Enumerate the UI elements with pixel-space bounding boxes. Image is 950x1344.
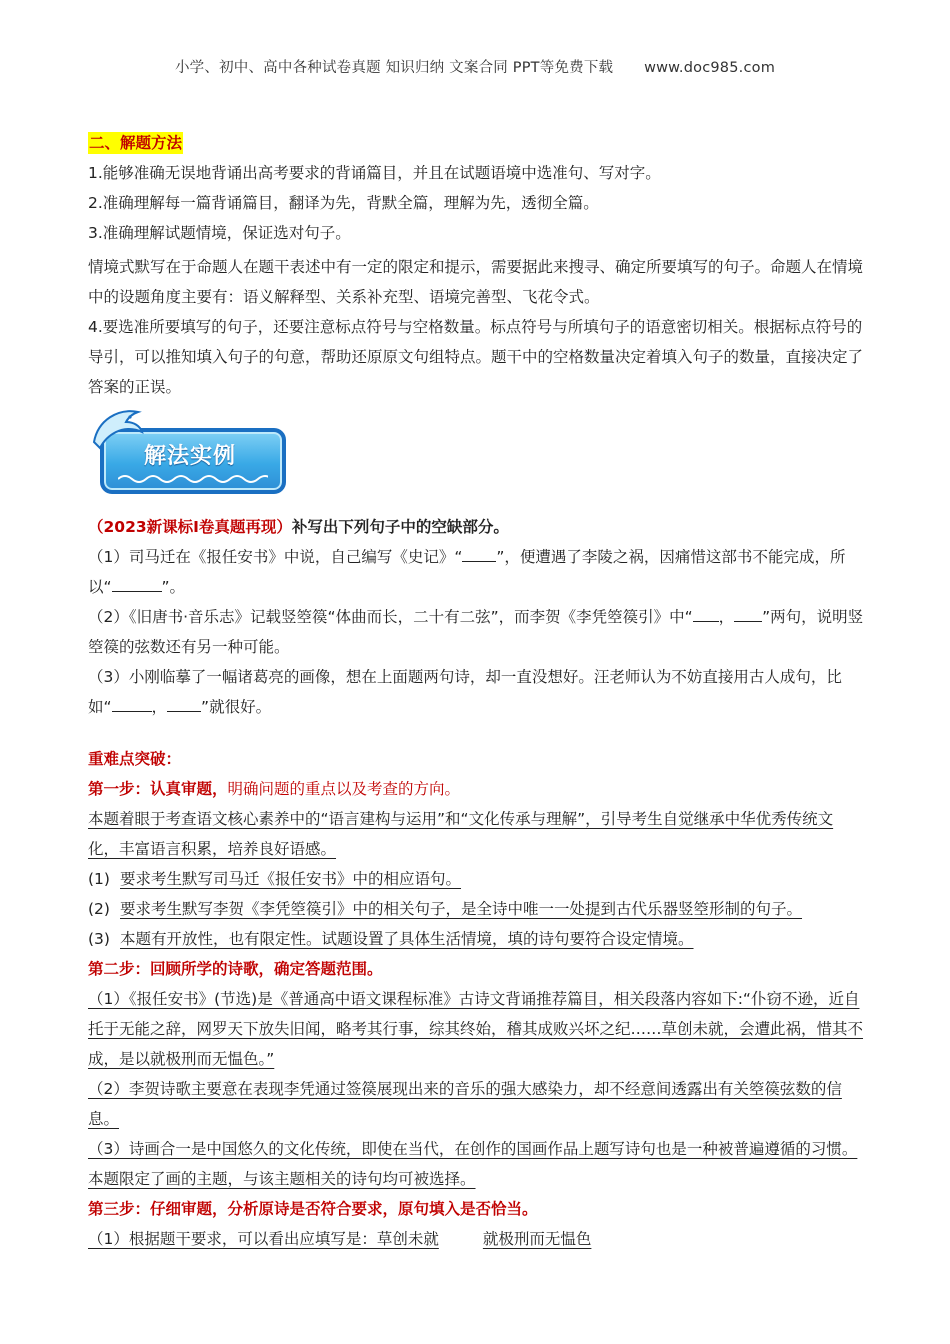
q3-text-a: （3）小刚临摹了一幅诸葛亮的画像，想在上面题两句诗，却一直没想好。汪老师认为不妨直接用古人成句，比如“: [88, 668, 842, 716]
step1-title: 第一步：认真审题，: [88, 780, 228, 798]
step1-intro: 本题着眼于考查语文核心素养中的“语言建构与运用”和“文化传承与理解”，引导考生自觉继承中华优秀传统文化，丰富语言积累，培养良好语感。: [88, 810, 834, 858]
step2-title: 第二步：回顾所学的诗歌，确定答题范围。: [88, 960, 383, 978]
q2-text-a: （2）《旧唐书·音乐志》记载竖箜篌“体曲而长，二十有二弦”，而李贺《李凭箜篌引》中“: [88, 608, 693, 626]
page-header: [0, 56, 950, 77]
main-content: [88, 128, 864, 1254]
wave-icon: [118, 472, 268, 486]
step1-rest: 明确问题的重点以及考查的方向。: [227, 780, 461, 798]
step1-item-2: [88, 894, 864, 924]
step1-item-3: [88, 924, 864, 954]
method-item-4: 4.要选准所要填写的句子，还要注意标点符号与空格数量。标点符号与所填句子的语意密切相关。根据标点符号的导引，可以推知填入句子的句意，帮助还原原文句组特点。题干中的空格数量决定着填入句子的数量，直接决定了答案的正误。: [88, 318, 864, 396]
method-item-1: 1.能够准确无误地背诵出高考要求的背诵篇目，并且在试题语境中选准句、写对字。: [88, 164, 661, 182]
step1-item-2-text: 要求考生默写李贺《李凭箜篌引》中的相关句子，是全诗中唯一一处提到古代乐器竖箜形制的句子。: [120, 900, 803, 918]
q3-sep: ，: [151, 698, 168, 716]
dolphin-icon: [88, 402, 148, 458]
step3-answer-b: 就极刑而无愠色: [482, 1230, 592, 1248]
q3-blank-2: [167, 693, 201, 712]
step1-item-3-num: (3): [88, 930, 110, 948]
step2-item-2: （2）李贺诗歌主要意在表现李凭通过签篌展现出来的音乐的强大感染力，却不经意间透露出有关箜篌弦数的信息。: [88, 1080, 842, 1128]
step1-item-2-num: (2): [88, 900, 110, 918]
method-note: 情境式默写在于命题人在题干表述中有一定的限定和提示，需要据此来搜寻、确定所要填写的句子。命题人在情境中的设题角度主要有：语义解释型、关系补充型、语境完善型、飞花令式。: [88, 258, 864, 306]
section-title: 二、解题方法: [89, 134, 183, 152]
q3-text-b: ”就很好。: [201, 698, 272, 716]
step1-item-1-num: (1): [88, 870, 110, 888]
q1-blank-1: [462, 543, 496, 562]
question-3: [88, 662, 864, 722]
method-item-3: 3.准确理解试题情境，保证选对句子。: [88, 224, 351, 242]
breakthrough-title: 重难点突破：: [88, 750, 182, 768]
step1-item-1-text: 要求考生默写司马迁《报任安书》中的相应语句。: [120, 870, 462, 888]
step3-answer-a: （1）根据题干要求，可以看出应填写是：草创未就: [88, 1230, 439, 1248]
method-item-2: 2.准确理解每一篇背诵篇目，翻译为先，背默全篇，理解为先，透彻全篇。: [88, 194, 599, 212]
q1-text-c: ”。: [161, 578, 186, 596]
question-1: [88, 542, 864, 602]
q2-blank-2: [734, 603, 762, 622]
example-instruction: 补写出下列句子中的空缺部分。: [291, 518, 509, 536]
step3-item-1: [88, 1224, 864, 1254]
header-url[interactable]: www.doc985.com: [644, 60, 776, 76]
q2-text-b: ”两句，说明竖箜篌的弦数还有另一种可能。: [88, 608, 864, 656]
example-badge: [88, 408, 864, 512]
step1-item-3-text: 本题有开放性，也有限定性。试题设置了具体生活情境，填的诗句要符合设定情境。: [120, 930, 694, 948]
step3-title: 第三步：仔细审题，分析原诗是否符合要求，原句填入是否恰当。: [88, 1200, 538, 1218]
header-text: 小学、初中、高中各种试卷真题 知识归纳 文案合同 PPT等免费下载: [174, 60, 614, 76]
q2-blank-1: [693, 603, 719, 622]
q3-blank-1: [112, 693, 152, 712]
step2-item-1: （1）《报任安书》(节选)是《普通高中语文课程标准》古诗文背诵推荐篇目，相关段落内容如下:“仆窃不逊，近自托于无能之辞，网罗天下放失旧闻，略考其行事，综其终始，稽其成败兴坏之纪……草创未就，会遭此祸，惜其不成，是以就极刑而无愠色。”: [88, 990, 864, 1068]
q2-sep: ，: [718, 608, 735, 626]
example-source: （2023新课标Ⅰ卷真题再现）: [88, 518, 292, 536]
step2-item-3: （3）诗画合一是中国悠久的文化传统，即使在当代，在创作的国画作品上题写诗句也是一种被普遍遵循的习惯。本题限定了画的主题，与该主题相关的诗句均可被选择。: [88, 1140, 858, 1188]
question-2: [88, 602, 864, 662]
step1-item-1: [88, 864, 864, 894]
q1-text-b: ”，便遭遇了李陵之祸，因痛惜这部书不能完成，所以“: [88, 548, 846, 596]
q1-blank-2: [112, 573, 162, 592]
step1-heading: [88, 774, 864, 804]
q1-text-a: （1）司马迁在《报任安书》中说，自己编写《史记》“: [88, 548, 463, 566]
example-heading: [88, 512, 864, 542]
badge-label: 解法实例: [144, 444, 237, 469]
